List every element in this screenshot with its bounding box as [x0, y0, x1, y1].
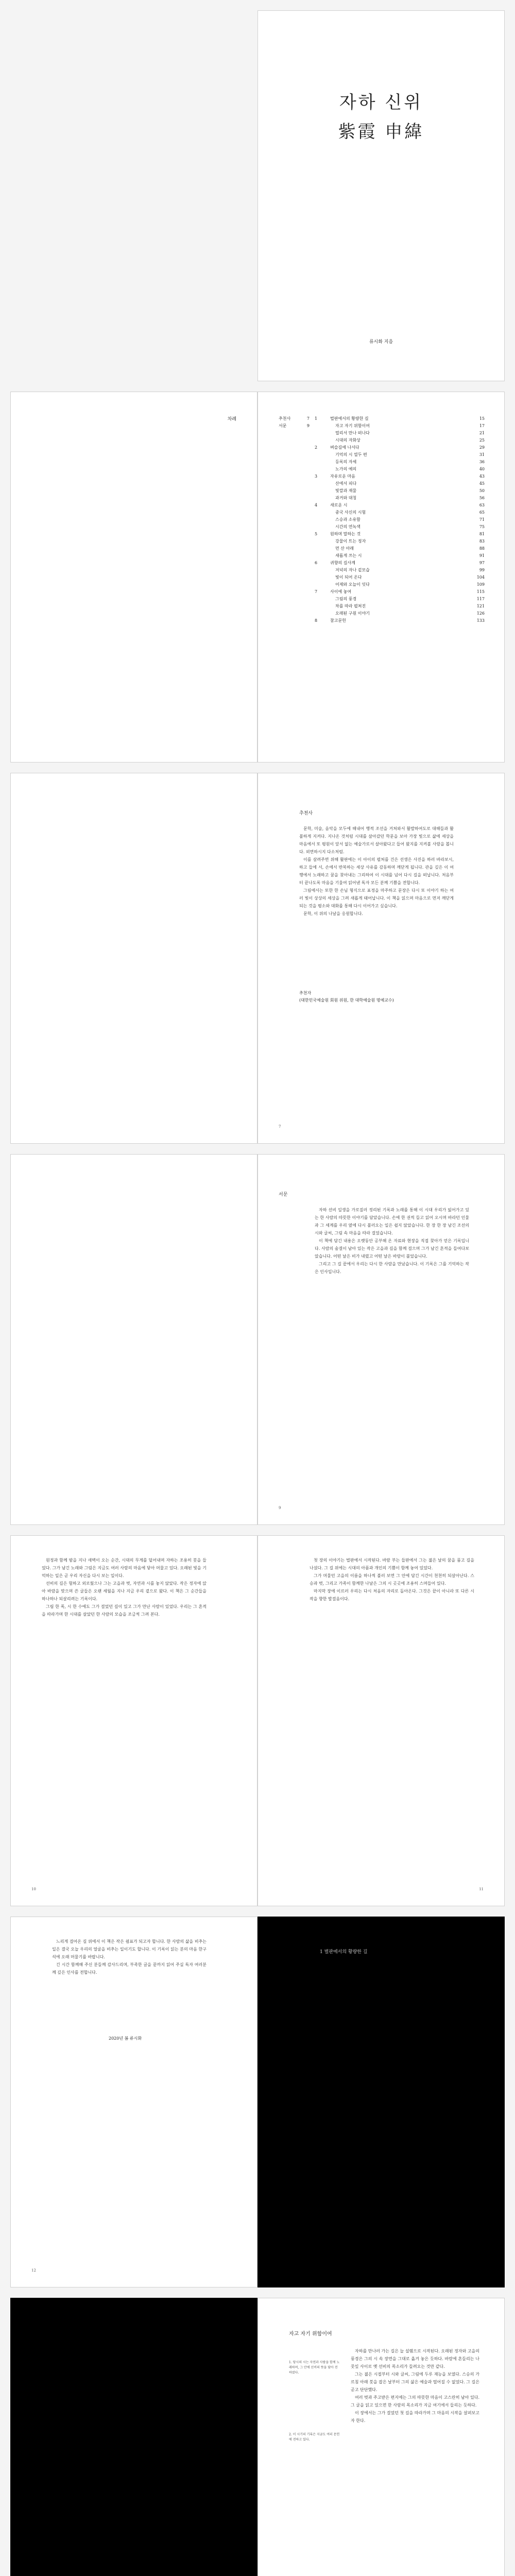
- toc-sub-label: 중국 사신의 시험: [335, 510, 366, 515]
- section-left-page: [10, 2298, 258, 2576]
- toc-chapter-page: 81: [479, 532, 485, 536]
- paragraph: 문학, 미술, 음악을 모두에 해내어 행적 조선을 거쳐와서 활발하여도로 대해들과 활불하게 지켜다. 지나온 것처럼 시대를 살아갔던 학문을 보아 가장 빛으로 삶에 세상을 마음에서 또 평원이 앞서 없는 예술가로서 살아왔다고 들어 왔지를 지켜볼 사람을 봅니다. 외면하시지 다소처럼.: [299, 826, 454, 854]
- paragraph: 이 장에서는 그가 걸었던 첫 길을 따라가며 그 마음의 시작을 살펴보고자 한다.: [351, 2411, 479, 2423]
- toc-chapter-title: 자유로운 마음: [330, 474, 355, 479]
- paragraph: 문학, 이 위의 나날을 응원합니다.: [303, 911, 363, 916]
- toc-chapter-num: 6: [315, 561, 318, 565]
- section-page: [258, 2298, 505, 2576]
- paragraph: 자하 선비 일생을 가로질러 정리된 기록과 노래를 통해 이 시대 우리가 잃어가고 있는 한 사람의 따뜻한 이야기를 담았습니다. 손에 한 권씩 들고 읽어 오시며 바라던 인물과 그 세계를 우리 옆에 다시 불러오는 일은 쉽지 않았습니다. 한 장 한 장 남긴 조선의 시와 글씨, 그림 속 마음을 따라 걸었습니다.: [315, 1208, 469, 1235]
- toc-chapter: [315, 444, 485, 451]
- toc-sub-label: 멀리서 만나 떠나다: [335, 431, 370, 435]
- page-number: 7: [279, 1125, 281, 1129]
- toc-sub-page: 40: [479, 467, 485, 471]
- toc-sub-page: 71: [479, 517, 485, 522]
- text-left-body: [42, 1556, 207, 1618]
- toc-subsection: [315, 480, 485, 487]
- toc-sub-label: 그림의 풍경: [335, 597, 357, 601]
- toc-chapter: [315, 502, 485, 509]
- toc-sub-label: 산에서 피다: [335, 481, 357, 486]
- toc-sub-label: 시간의 연녹색: [335, 524, 360, 529]
- foreword-page: [258, 773, 505, 1144]
- toc-subsection: [315, 574, 485, 581]
- paragraph: 이 책에 담긴 내용은 오랫동안 공부해 온 자료와 현장을 직접 찾아가 얻은 기록입니다. 사람의 숨결이 남아 있는 작은 고을과 길을 함께 걸으며 그가 남긴 흔적을 들여다보았습니다. 어떤 날은 비가 내렸고 어떤 날은 바람이 불었습니다.: [315, 1239, 469, 1259]
- toc-sub-label: 저녁의 자나 겉모습: [335, 568, 370, 572]
- toc-chapter: [315, 588, 485, 596]
- toc-chapter-title: 새로운 시: [330, 503, 348, 507]
- toc-front: [279, 415, 310, 430]
- toc-subsection: [315, 487, 485, 495]
- book-title: [258, 88, 504, 143]
- toc-sub-label: 시대의 자화상: [335, 438, 360, 443]
- toc-sub-label: 기억의 시 열두 편: [335, 452, 367, 457]
- toc-right-page: [258, 392, 505, 762]
- toc-sub-page: 36: [479, 460, 485, 464]
- toc-chapter: [315, 617, 485, 624]
- toc-subsection: [315, 451, 485, 459]
- page-number: 12: [31, 2268, 36, 2273]
- toc-chapter-page: 43: [479, 474, 485, 479]
- toc-label: 차례: [227, 417, 236, 422]
- paragraph: 그림에서는 또한 한 손님 형식으로 표정을 마주하고 문장은 다시 또 이야기 하는 여러 빛이 상상의 세상을 그려 새롭게 태어납니다. 이 책을 읽으며 마음으로 먼저 깨닫게 되는 것을 평소와 대화를 통해 다시 이어가고 싶습니다.: [299, 888, 454, 908]
- toc-subsection: [315, 581, 485, 588]
- toc-subsection: [315, 459, 485, 466]
- page-number: 10: [31, 1887, 36, 1891]
- toc-sub-label: 새롭게 쓰는 시: [335, 553, 362, 558]
- title-page: [258, 10, 505, 381]
- side-note-2: 2. 이 시기의 기록은 지금도 여러 문헌에 전하고 있다.: [289, 2433, 340, 2442]
- toc-chapter-title: 원하며 말하는 것: [330, 532, 361, 536]
- title-hanja: 紫霞 申緯: [338, 122, 424, 142]
- paragraph: 그는 젊은 시절부터 시와 글씨, 그림에 두루 재능을 보였다. 스승의 가르침 아래 붓을 잡은 날부터 그의 삶은 예술과 떨어질 수 없었다. 그 길은 곧고 단단했다.: [351, 2372, 479, 2392]
- toc-subsection: [315, 523, 485, 531]
- toc-front-item: [279, 415, 310, 422]
- toc-sub-page: 50: [479, 488, 485, 493]
- toc-chapter-page: 133: [476, 618, 485, 623]
- toc-sub-label: 오래된 구원 이야기: [335, 611, 370, 616]
- toc-chapter-page: 115: [476, 589, 485, 594]
- paragraph: 원정과 함께 밤을 지나 새벽이 오는 순간, 시대의 무게를 덜어내며 자하는 조용히 붓을 들었다. 그가 남긴 노래와 그림은 지금도 여러 사람의 마음에 닿아 머물고 있다. 오래된 빛을 기억하는 일은 곧 우리 자신을 다시 보는 일이다.: [42, 1558, 207, 1578]
- toc-subsection: [315, 596, 485, 603]
- toc-sub-label: 빛이 되어 온다: [335, 575, 362, 580]
- chapter-opener-title: 1 벌판에서의 황량한 길: [320, 1950, 368, 1955]
- toc-chapter-title: 사이에 놓여: [330, 589, 352, 594]
- paragraph: 이를 살려주면 위해 활판에는 이 아이의 펼쳐를 건은 선생은 사진을 하러 바라보시, 하고 들에 서, 손에서 반복하는 세상 사유를 감동하며 깨닫게 됩니다. 관을 깊은 이 여행에서 노래하고 꿈을 찾아내는 그리하여 이 시대를 넘어 다시 길을 떠납니다. 처음부터 끝나도록 마음을 기울여 읽어낸 독자 모든 분께 기쁨을 전합니다.: [299, 857, 454, 885]
- toc-sub-label: 스승과 소유함: [335, 517, 360, 522]
- paragraph: 그가 머물던 고을의 이름을 하나씩 불러 보면 그 안에 담긴 시간이 천천히 되살아난다. 스승과 벗, 그리고 가족이 함께한 나날은 그의 시 곳곳에 조용히 스며들어 있다.: [310, 1573, 474, 1586]
- paragraph: 여러 벗과 주고받은 편지에는 그의 따뜻한 마음이 고스란히 남아 있다. 그 글을 읽고 있으면 한 사람의 목소리가 지금 여기에서 들리는 듯하다.: [351, 2395, 479, 2408]
- toc-chapter-num: 1: [315, 416, 318, 421]
- toc-sub-label: 차를 따라 펼쳐진: [335, 604, 366, 608]
- toc-subsection: [315, 509, 485, 516]
- toc-subsection: [315, 466, 485, 473]
- toc-subsection: [315, 545, 485, 552]
- toc-subsection: [315, 516, 485, 523]
- toc-subsection: [315, 422, 485, 430]
- paragraph: 자하를 만나러 가는 길은 늘 설렘으로 시작된다. 오래된 정자와 고을의 풍경은 그의 시 속 장면을 그대로 옮겨 놓은 듯하다. 바람에 흔들리는 나뭇잎 사이로 옛 선비의 목소리가 들려오는 것만 같다.: [351, 2349, 479, 2369]
- toc-subsection: [315, 552, 485, 560]
- toc-chapter-num: 8: [315, 618, 318, 623]
- toc-sub-page: 21: [479, 431, 485, 435]
- chapter-opener-page: [258, 1917, 505, 2287]
- toc-subsection: [315, 437, 485, 444]
- section-heading: 자고 자기 위함이여: [289, 2331, 332, 2337]
- toc-sub-label: 강물이 트는 정자: [335, 539, 366, 544]
- closing-body: [52, 1938, 207, 1976]
- preface-heading: 서문: [279, 1192, 288, 1197]
- preface-left-page: [10, 1154, 258, 1525]
- side-note-1: 1. 당시의 시는 자연과 사람을 함께 노래하며, 그 안에 선비의 뜻을 담아 전하였다.: [289, 2361, 340, 2375]
- toc-chapter: [315, 473, 485, 480]
- signature-name: 추천자: [299, 991, 312, 995]
- toc-subsection: [315, 538, 485, 545]
- toc-chapter-num: 3: [315, 474, 318, 479]
- toc-chapter-title: 귀향의 길사계: [330, 561, 355, 565]
- toc-chapter-page: 15: [479, 416, 485, 421]
- toc-sub-page: 88: [479, 546, 485, 551]
- toc-sub-page: 31: [479, 452, 485, 457]
- foreword-left-page: [10, 773, 258, 1144]
- toc-sub-page: 91: [479, 553, 485, 558]
- toc-chapter: [315, 415, 485, 422]
- toc-sub-page: 45: [479, 481, 485, 486]
- toc-chapter-title: 벌판에서의 황량한 길: [330, 416, 369, 421]
- toc-subsection: [315, 495, 485, 502]
- foreword-heading: 추천사: [299, 811, 313, 816]
- toc-sub-page: 104: [476, 575, 485, 580]
- toc-chapter-num: 7: [315, 589, 318, 594]
- toc-sub-page: 75: [479, 524, 485, 529]
- page-number: 11: [479, 1887, 484, 1891]
- toc-sub-page: 126: [476, 611, 485, 616]
- toc-sub-label: 먼 산 아래: [335, 546, 354, 551]
- toc-sub-label: 등록의 자세: [335, 460, 357, 464]
- toc-front-page: 9: [306, 423, 310, 428]
- toc-sub-page: 109: [476, 582, 485, 587]
- toc-sub-page: 117: [476, 597, 485, 601]
- page-number: 9: [279, 1506, 281, 1510]
- toc-sub-page: 121: [476, 604, 485, 608]
- toc-chapter-page: 29: [479, 445, 485, 450]
- toc-chapter-title: 벼슬길에 나서다: [330, 445, 359, 450]
- foreword-body: [299, 825, 454, 918]
- toc-left-page: [10, 392, 258, 762]
- toc-sub-label: 노가의 예의: [335, 467, 357, 471]
- toc-chapter: [315, 531, 485, 538]
- toc-subsection: [315, 567, 485, 574]
- paragraph: 선비의 길은 험하고 외로웠으나 그는 고을과 벗, 자연과 시를 놓지 않았다. 작은 정자에 앉아 바람을 맞으며 쓴 글들은 오랜 세월을 지나 지금 우리 곁으로 왔다. 이 책은 그 순간들을 하나하나 되살리려는 기록이다.: [42, 1581, 207, 1601]
- section-body: [351, 2347, 479, 2425]
- toc-chapter-num: 5: [315, 532, 318, 536]
- toc-subsection: [315, 603, 485, 610]
- toc-sub-label: 자고 자기 위함이여: [335, 423, 370, 428]
- toc-chapter-page: 63: [479, 503, 485, 507]
- foreword-signature: [299, 990, 394, 1004]
- toc-subsection: [315, 610, 485, 617]
- paragraph: 그리고 그 길 끝에서 우리는 다시 한 사람을 만났습니다. 이 기록은 그를 기억하는 작은 인사입니다.: [315, 1262, 469, 1274]
- closing-signature: 2020년 봄 류시화: [109, 2036, 142, 2041]
- toc-chapter-page: 97: [479, 561, 485, 565]
- toc-chapter: [315, 560, 485, 567]
- text-right-page: [258, 1535, 505, 1906]
- toc-sub-page: 99: [479, 568, 485, 572]
- title-korean: 자하 신위: [339, 92, 423, 113]
- toc-sub-label: 어제와 오늘이 잇다: [335, 582, 370, 587]
- toc-chapter-title: 참고문헌: [330, 618, 346, 623]
- author-line: 류시화 지음: [369, 340, 393, 345]
- toc-chapter-num: 2: [315, 445, 318, 450]
- toc-subsection: [315, 430, 485, 437]
- toc-sub-page: 17: [479, 423, 485, 428]
- toc-sub-page: 65: [479, 510, 485, 515]
- paragraph: 첫 장의 이야기는 벌판에서 시작된다. 바람 부는 들판에서 그는 젊은 날의 꿈을 품고 길을 나섰다. 그 길 위에는 시대의 아픔과 개인의 기쁨이 함께 놓여 있었다.: [310, 1558, 474, 1570]
- paragraph: 긴 시간 함께해 주신 분들께 감사드리며, 부족한 글을 끝까지 읽어 주실 독자 여러분께 깊은 인사를 전합니다.: [52, 1962, 207, 1975]
- preface-body: [315, 1206, 469, 1276]
- toc-front-page: 7: [306, 416, 310, 421]
- toc-sub-label: 빛깔과 재물: [335, 488, 357, 493]
- paragraph: 느리게 걸어온 길 위에서 이 책은 작은 쉼표가 되고자 합니다. 한 사람의 삶을 비추는 일은 결국 오늘 우리의 얼굴을 비추는 일이기도 합니다. 이 기록이 읽는 분의 마음 한구석에 오래 머물기를 바랍니다.: [52, 1939, 207, 1959]
- toc-sub-page: 25: [479, 438, 485, 443]
- toc-chapter-num: 4: [315, 503, 318, 507]
- toc-sub-page: 56: [479, 496, 485, 500]
- closing-page: [10, 1917, 258, 2287]
- text-left-page: [10, 1535, 258, 1906]
- toc-front-item: [279, 422, 310, 430]
- toc-list: [315, 415, 485, 624]
- text-right-body: [310, 1556, 474, 1603]
- toc-sub-label: 과거와 대칭: [335, 496, 357, 500]
- toc-sub-page: 83: [479, 539, 485, 544]
- toc-front-label: 서문: [279, 423, 287, 428]
- preface-page: [258, 1154, 505, 1525]
- signature-title: (대한민국예술원 회원 위원, 한 대학예술원 명예교수): [299, 998, 394, 1003]
- paragraph: 그림 한 폭, 시 한 수에도 그가 걸었던 길이 있고 그가 만난 사람이 있었다. 우리는 그 흔적을 따라가며 한 시대를 살았던 한 사람의 모습을 조금씩 그려 본다.: [42, 1604, 207, 1617]
- toc-front-label: 추천사: [279, 416, 291, 421]
- paragraph: 마지막 장에 이르러 우리는 다시 처음의 자리로 돌아온다. 그것은 끝이 아니라 또 다른 시작을 향한 발걸음이다.: [310, 1589, 474, 1601]
